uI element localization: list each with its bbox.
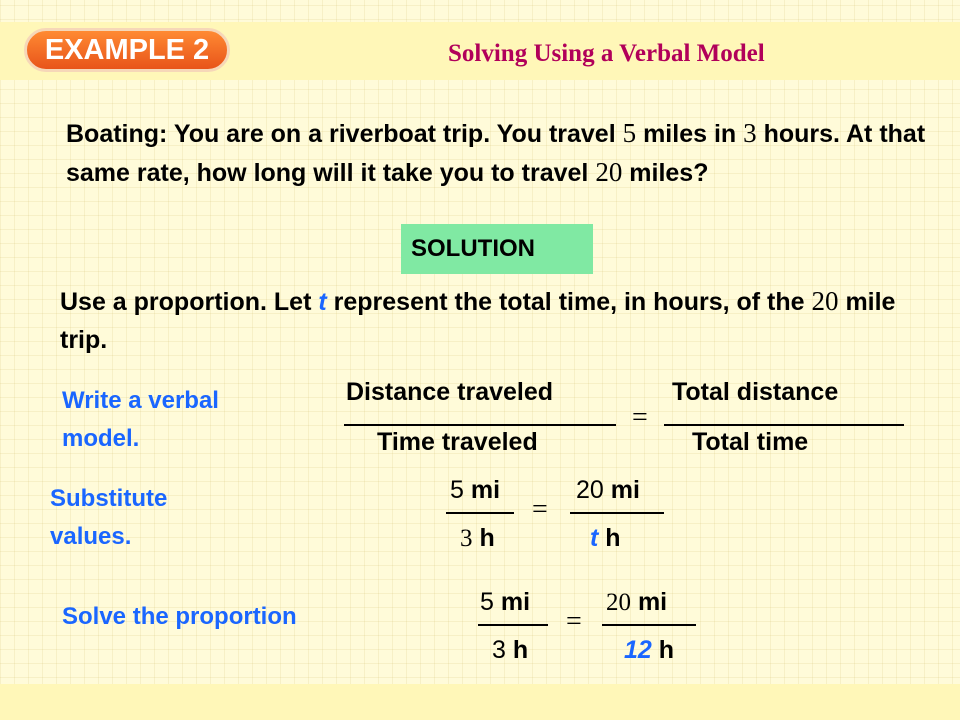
- problem-text: miles in: [643, 120, 737, 148]
- unit: mi: [470, 476, 501, 504]
- substitute-left-denominator: [460, 524, 495, 553]
- solve-right-numerator: [606, 588, 667, 617]
- unit: mi: [637, 588, 668, 616]
- value: 20: [576, 476, 604, 504]
- value: 5: [480, 588, 494, 616]
- example-badge: EXAMPLE 2: [24, 28, 230, 72]
- value: 20: [606, 589, 631, 616]
- problem-number: 3: [743, 118, 757, 148]
- unit: h: [479, 524, 495, 552]
- intro-number: 20: [811, 286, 839, 316]
- intro-text: Use a proportion. Let: [60, 288, 312, 316]
- fraction-bar: [602, 624, 696, 626]
- problem-text: You are on a riverboat trip. You travel: [173, 120, 616, 148]
- equals-sign: =: [532, 494, 548, 525]
- fraction-bar: [664, 424, 904, 426]
- step-label-line: Substitute: [50, 485, 168, 512]
- answer-value: 12: [624, 636, 652, 664]
- problem-text: hours. At that same rate, how long will it take you to travel: [66, 120, 926, 187]
- substitute-right-denominator: [590, 524, 621, 553]
- intro-variable: t: [318, 288, 327, 316]
- equals-sign: =: [632, 402, 648, 433]
- substitute-left-numerator: [450, 476, 500, 505]
- verbal-left-numerator: Distance traveled: [346, 378, 554, 406]
- intro-text: represent the total time, in hours, of the: [333, 288, 805, 316]
- unit: h: [658, 636, 675, 664]
- fraction-bar: [570, 512, 664, 514]
- unit: h: [605, 524, 621, 552]
- verbal-right-numerator: Total distance: [672, 378, 839, 406]
- value: 3: [492, 636, 506, 664]
- footer-band: [0, 684, 960, 720]
- value: 5: [450, 476, 464, 504]
- fraction-bar: [478, 624, 548, 626]
- variable: t: [590, 524, 599, 552]
- problem-number: 5: [622, 118, 637, 148]
- fraction-bar: [446, 512, 514, 514]
- page-title: Solving Using a Verbal Model: [448, 40, 765, 67]
- intro-text: mile trip.: [60, 288, 896, 354]
- verbal-right-denominator: Total time: [692, 428, 809, 456]
- step-label-line: Write a verbal: [62, 387, 219, 414]
- solution-label: SOLUTION: [401, 224, 593, 274]
- problem-statement: [66, 114, 926, 192]
- fraction-bar: [344, 424, 616, 426]
- solution-intro: [60, 282, 940, 359]
- step-label-line: model.: [62, 425, 140, 452]
- problem-lead: Boating:: [66, 120, 168, 148]
- step-label-line: values.: [50, 523, 132, 550]
- value: 3: [460, 525, 473, 552]
- solve-left-numerator: [480, 588, 530, 617]
- unit: h: [512, 636, 529, 664]
- solve-left-denominator: [492, 636, 528, 665]
- unit: mi: [500, 588, 531, 616]
- problem-text: miles?: [629, 159, 709, 187]
- solve-right-denominator: [624, 636, 674, 665]
- step-label-solve: Solve the proportion: [62, 603, 297, 630]
- unit: mi: [610, 476, 640, 504]
- equals-sign: =: [566, 606, 582, 637]
- step-label-substitute: [50, 480, 167, 556]
- substitute-right-numerator: [576, 476, 640, 505]
- verbal-left-denominator: Time traveled: [377, 428, 538, 456]
- problem-number: 20: [595, 157, 623, 187]
- step-label-verbal-model: [62, 382, 219, 458]
